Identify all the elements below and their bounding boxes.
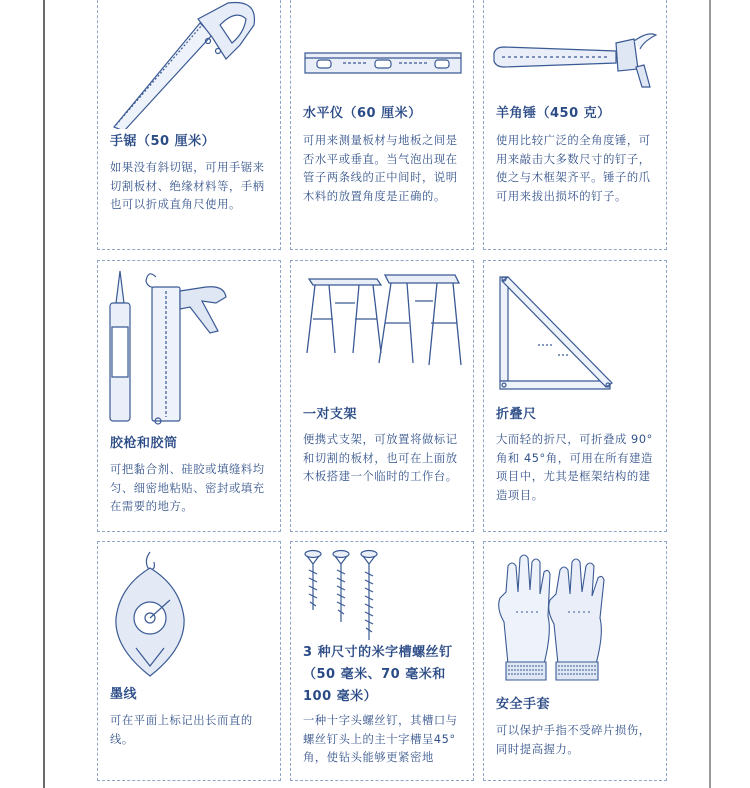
glove-icon xyxy=(494,552,624,684)
tool-description: 一种十字头螺丝钉，其槽口与螺丝钉头上的主十字槽呈45°角，使钻头能够更紧密地 xyxy=(303,714,458,764)
card-safety-gloves xyxy=(483,541,667,781)
tool-description: 便携式支架，可放置将做标记和切割的板材，也可在上面放木板搭建一个临时的工作台。 xyxy=(303,433,458,483)
card-caulking-gun xyxy=(97,260,281,532)
card-claw-hammer xyxy=(483,0,667,250)
card-screws xyxy=(290,541,474,781)
tool-description: 可用来测量板材与地板之间是否水平或垂直。当气泡出现在管子两条线的正中间时，说明木料的放置角度是正确的。 xyxy=(303,134,458,203)
tool-title: 胶枪和胶筒 xyxy=(110,436,178,451)
caulking-gun-icon xyxy=(106,267,230,429)
screw-icon xyxy=(303,548,383,642)
tool-description: 可把黏合剂、硅胶或填缝料均匀、细密地粘贴、密封或填充在需要的地方。 xyxy=(110,463,265,513)
tool-title: 一对支架 xyxy=(303,407,358,422)
folding-rule-icon xyxy=(498,275,618,391)
sawhorse-icon xyxy=(305,273,463,383)
card-chalk-line xyxy=(97,541,281,781)
hand-saw-icon xyxy=(108,0,268,129)
tool-title: 水平仪（60 厘米） xyxy=(303,106,422,121)
chalk-line-icon xyxy=(110,548,190,678)
tool-title: 羊角锤（450 克） xyxy=(496,106,611,121)
tool-description: 可在平面上标记出长而直的线。 xyxy=(110,714,253,746)
tool-description: 如果没有斜切锯，可用手锯来切割板材、绝缘材料等，手柄也可以折成直角尺使用。 xyxy=(110,161,265,211)
card-sawhorses xyxy=(290,260,474,532)
tool-title: 折叠尺 xyxy=(496,407,537,422)
card-hand-saw xyxy=(97,0,281,250)
tool-title: 3 种尺寸的米字槽螺丝钉（50 毫米、70 毫米和 100 毫米） xyxy=(303,645,453,704)
card-spirit-level xyxy=(290,0,474,250)
spirit-level-icon xyxy=(303,49,463,79)
tool-title: 安全手套 xyxy=(496,697,551,712)
card-folding-rule xyxy=(483,260,667,532)
tool-description: 大而轻的折尺，可折叠成 90°角和 45°角，可用在所有建造项目中，尤其是框架结构的建造项目。 xyxy=(496,433,653,502)
tool-title: 墨线 xyxy=(110,687,138,702)
tool-title: 手锯（50 厘米） xyxy=(110,134,216,149)
tool-description: 使用比较广泛的全角度锤，可用来敲击大多数尺寸的钉子，使之与木框架齐平。锤子的爪可用来拔出损坏的钉子。 xyxy=(496,134,651,203)
tool-description: 可以保护手指不受碎片损伤，同时提高握力。 xyxy=(496,724,651,756)
claw-hammer-icon xyxy=(492,29,660,91)
